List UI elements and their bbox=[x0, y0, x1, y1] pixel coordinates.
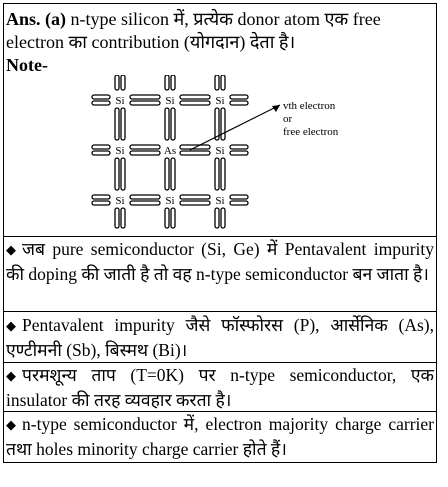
covalent-bond bbox=[165, 75, 175, 90]
covalent-bond bbox=[180, 195, 210, 205]
bullet-diamond-icon: ◆ bbox=[6, 318, 16, 333]
bullet-item-1 bbox=[6, 237, 434, 287]
answer-label: Ans. (a) bbox=[6, 9, 67, 29]
bullet-item-4 bbox=[6, 412, 434, 462]
covalent-bond bbox=[165, 158, 175, 190]
covalent-bond bbox=[115, 108, 125, 140]
bullet-diamond-icon: ◆ bbox=[6, 417, 16, 432]
covalent-bond bbox=[115, 75, 125, 90]
atom-label: Si bbox=[165, 195, 175, 207]
covalent-bond bbox=[180, 145, 210, 155]
atom-label: Si bbox=[165, 95, 175, 107]
atom-label: Si bbox=[215, 95, 225, 107]
covalent-bond bbox=[115, 158, 125, 190]
atom-label: Si bbox=[115, 195, 125, 207]
atom-label: Si bbox=[115, 145, 125, 157]
covalent-bond bbox=[130, 145, 160, 155]
covalent-bond bbox=[92, 145, 110, 155]
answer-paragraph bbox=[6, 8, 434, 54]
bullet-diamond-icon: ◆ bbox=[6, 368, 16, 383]
covalent-bond bbox=[165, 208, 175, 228]
bullet-text-3: परमशून्य ताप (T=0K) पर n-type semiconductor, एक insulator की तरह व्यवहार करता है। bbox=[6, 365, 434, 410]
covalent-bond bbox=[230, 195, 248, 205]
covalent-bond bbox=[215, 158, 225, 190]
separator-2 bbox=[3, 311, 437, 312]
bullet-diamond-icon: ◆ bbox=[6, 242, 16, 257]
covalent-bond bbox=[130, 95, 160, 105]
annotation-line2: or bbox=[283, 113, 293, 125]
atom-label: Si bbox=[115, 95, 125, 107]
covalent-bond bbox=[215, 208, 225, 228]
covalent-bond bbox=[215, 75, 225, 90]
covalent-bond bbox=[92, 95, 110, 105]
covalent-bond bbox=[92, 195, 110, 205]
answer-text: n-type silicon में, प्रत्येक donor atom एक free electron का contribution (योगदान) देता है। bbox=[6, 9, 381, 52]
free-electron-arrow bbox=[190, 105, 280, 150]
atom-label: Si bbox=[215, 145, 225, 157]
bullet-item-2 bbox=[6, 313, 434, 363]
atom-label: Si bbox=[215, 195, 225, 207]
note-label: Note- bbox=[6, 55, 48, 75]
covalent-bond bbox=[230, 95, 248, 105]
bullet-text-2: Pentavalent impurity जैसे फॉस्फोरस (P), आर्सेनिक (As), एण्टीमनी (Sb), बिस्मथ (Bi)। bbox=[6, 315, 434, 360]
covalent-bond bbox=[115, 208, 125, 228]
covalent-bond bbox=[180, 95, 210, 105]
covalent-bond bbox=[230, 145, 248, 155]
annotation-line3: free electron bbox=[283, 126, 339, 138]
annotation-line1: vth electron bbox=[283, 100, 336, 112]
bullet-text-4: n-type semiconductor में, electron majority charge carrier तथा holes minority charge carrier होते हैं। bbox=[6, 414, 434, 459]
bullet-text-1: जब pure semiconductor (Si, Ge) में Pentavalent impurity की doping की जाती है तो वह n-type semiconductor बन जाता है। bbox=[6, 239, 434, 284]
covalent-bond bbox=[165, 108, 175, 140]
silicon-lattice-diagram bbox=[90, 75, 350, 235]
bullet-item-3 bbox=[6, 363, 434, 413]
atom-label: As bbox=[163, 145, 177, 157]
covalent-bond bbox=[130, 195, 160, 205]
